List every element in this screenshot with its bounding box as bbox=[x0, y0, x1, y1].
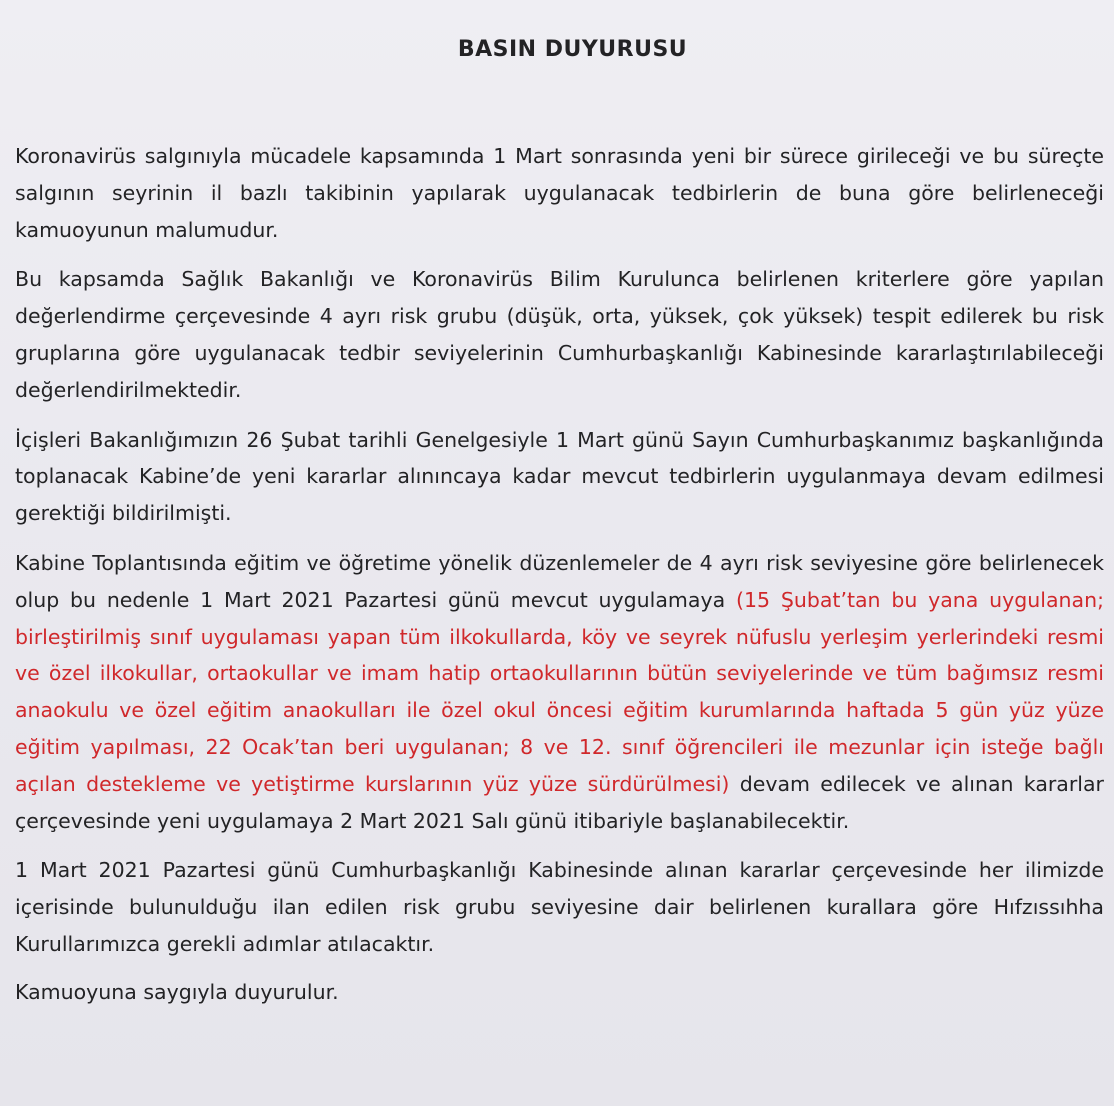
press-release-page bbox=[15, 34, 1104, 1011]
paragraph-hygiene-boards: 1 Mart 2021 Pazartesi günü Cumhurbaşkanlığı Kabinesinde alınan kararlar çerçevesinde her ilimizde içerisinde bulunulduğu ilan edilen risk grubu seviyesine dair belirlenen kurallara göre Hıfzıssıhha Kurullarımızca gerekli adımlar atılacaktır. bbox=[15, 858, 1104, 956]
paragraph-education-end: devam edilecek ve alınan kararlar çerçevesinde yeni uygulamaya 2 Mart 2021 Salı günü itibariyle başlanabilecektir. bbox=[15, 771, 1104, 833]
paragraph-education bbox=[15, 545, 1104, 839]
paragraph-education-start: Kabine Toplantısında eğitim ve öğretime yönelik düzenlemeler de 4 ayrı risk seviyesine göre belirlenecek olup bu nedenle 1 Mart 2021 Pazartesi günü mevcut uygulamaya bbox=[15, 550, 1104, 612]
page-title: BASIN DUYURUSU bbox=[457, 37, 688, 62]
paragraph-closing: Kamuoyuna saygıyla duyurulur. bbox=[15, 979, 339, 1004]
paragraph-intro: Koronavirüs salgınıyla mücadele kapsamında 1 Mart sonrasında yeni bir sürece girileceği ve bu süreçte salgının seyrinin il bazlı takibinin yapılarak uygulanacak tedbirlerin de buna göre belirleneceği kamuoyunun malumudur. bbox=[15, 144, 1104, 242]
paragraph-risk-groups: Bu kapsamda Sağlık Bakanlığı ve Koronavirüs Bilim Kurulunca belirlenen kriterlere göre yapılan değerlendirme çerçevesinde 4 ayrı risk grubu (düşük, orta, yüksek, çok yüksek) tespit edilerek bu risk gruplarına göre uygulanacak tedbir seviyelerinin Cumhurbaşkanlığı Kabinesinde kararlaştırılabileceği değerlendirilmektedir. bbox=[15, 267, 1104, 402]
paragraph-circular: İçişleri Bakanlığımızın 26 Şubat tarihli Genelgesiyle 1 Mart günü Sayın Cumhurbaşkanımız başkanlığında toplanacak Kabine’de yeni kararlar alınıncaya kadar mevcut tedbirlerin uygulanmaya devam edilmesi gerektiği bildirilmişti. bbox=[15, 427, 1104, 526]
paragraph-education-highlight: (15 Şubat’tan bu yana uygulanan; birleştirilmiş sınıf uygulaması yapan tüm ilkokullarda, köy ve seyrek nüfuslu yerleşim yerlerindeki resmi ve özel ilkokullar, ortaokullar ve imam hatip ortaokullarının bütün seviyelerinde ve tüm bağımsız resmi anaokulu ve özel eğitim anaokulları ile özel okul öncesi eğitim kurumlarında haftada 5 gün yüz yüze eğitim yapılması, 22 Ocak’tan beri uygulanan; 8 ve 12. sınıf öğrencileri ile mezunlar için isteğe bağlı açılan destekleme ve yetiştirme kurslarının yüz yüze sürdürülmesi) bbox=[15, 587, 1104, 796]
